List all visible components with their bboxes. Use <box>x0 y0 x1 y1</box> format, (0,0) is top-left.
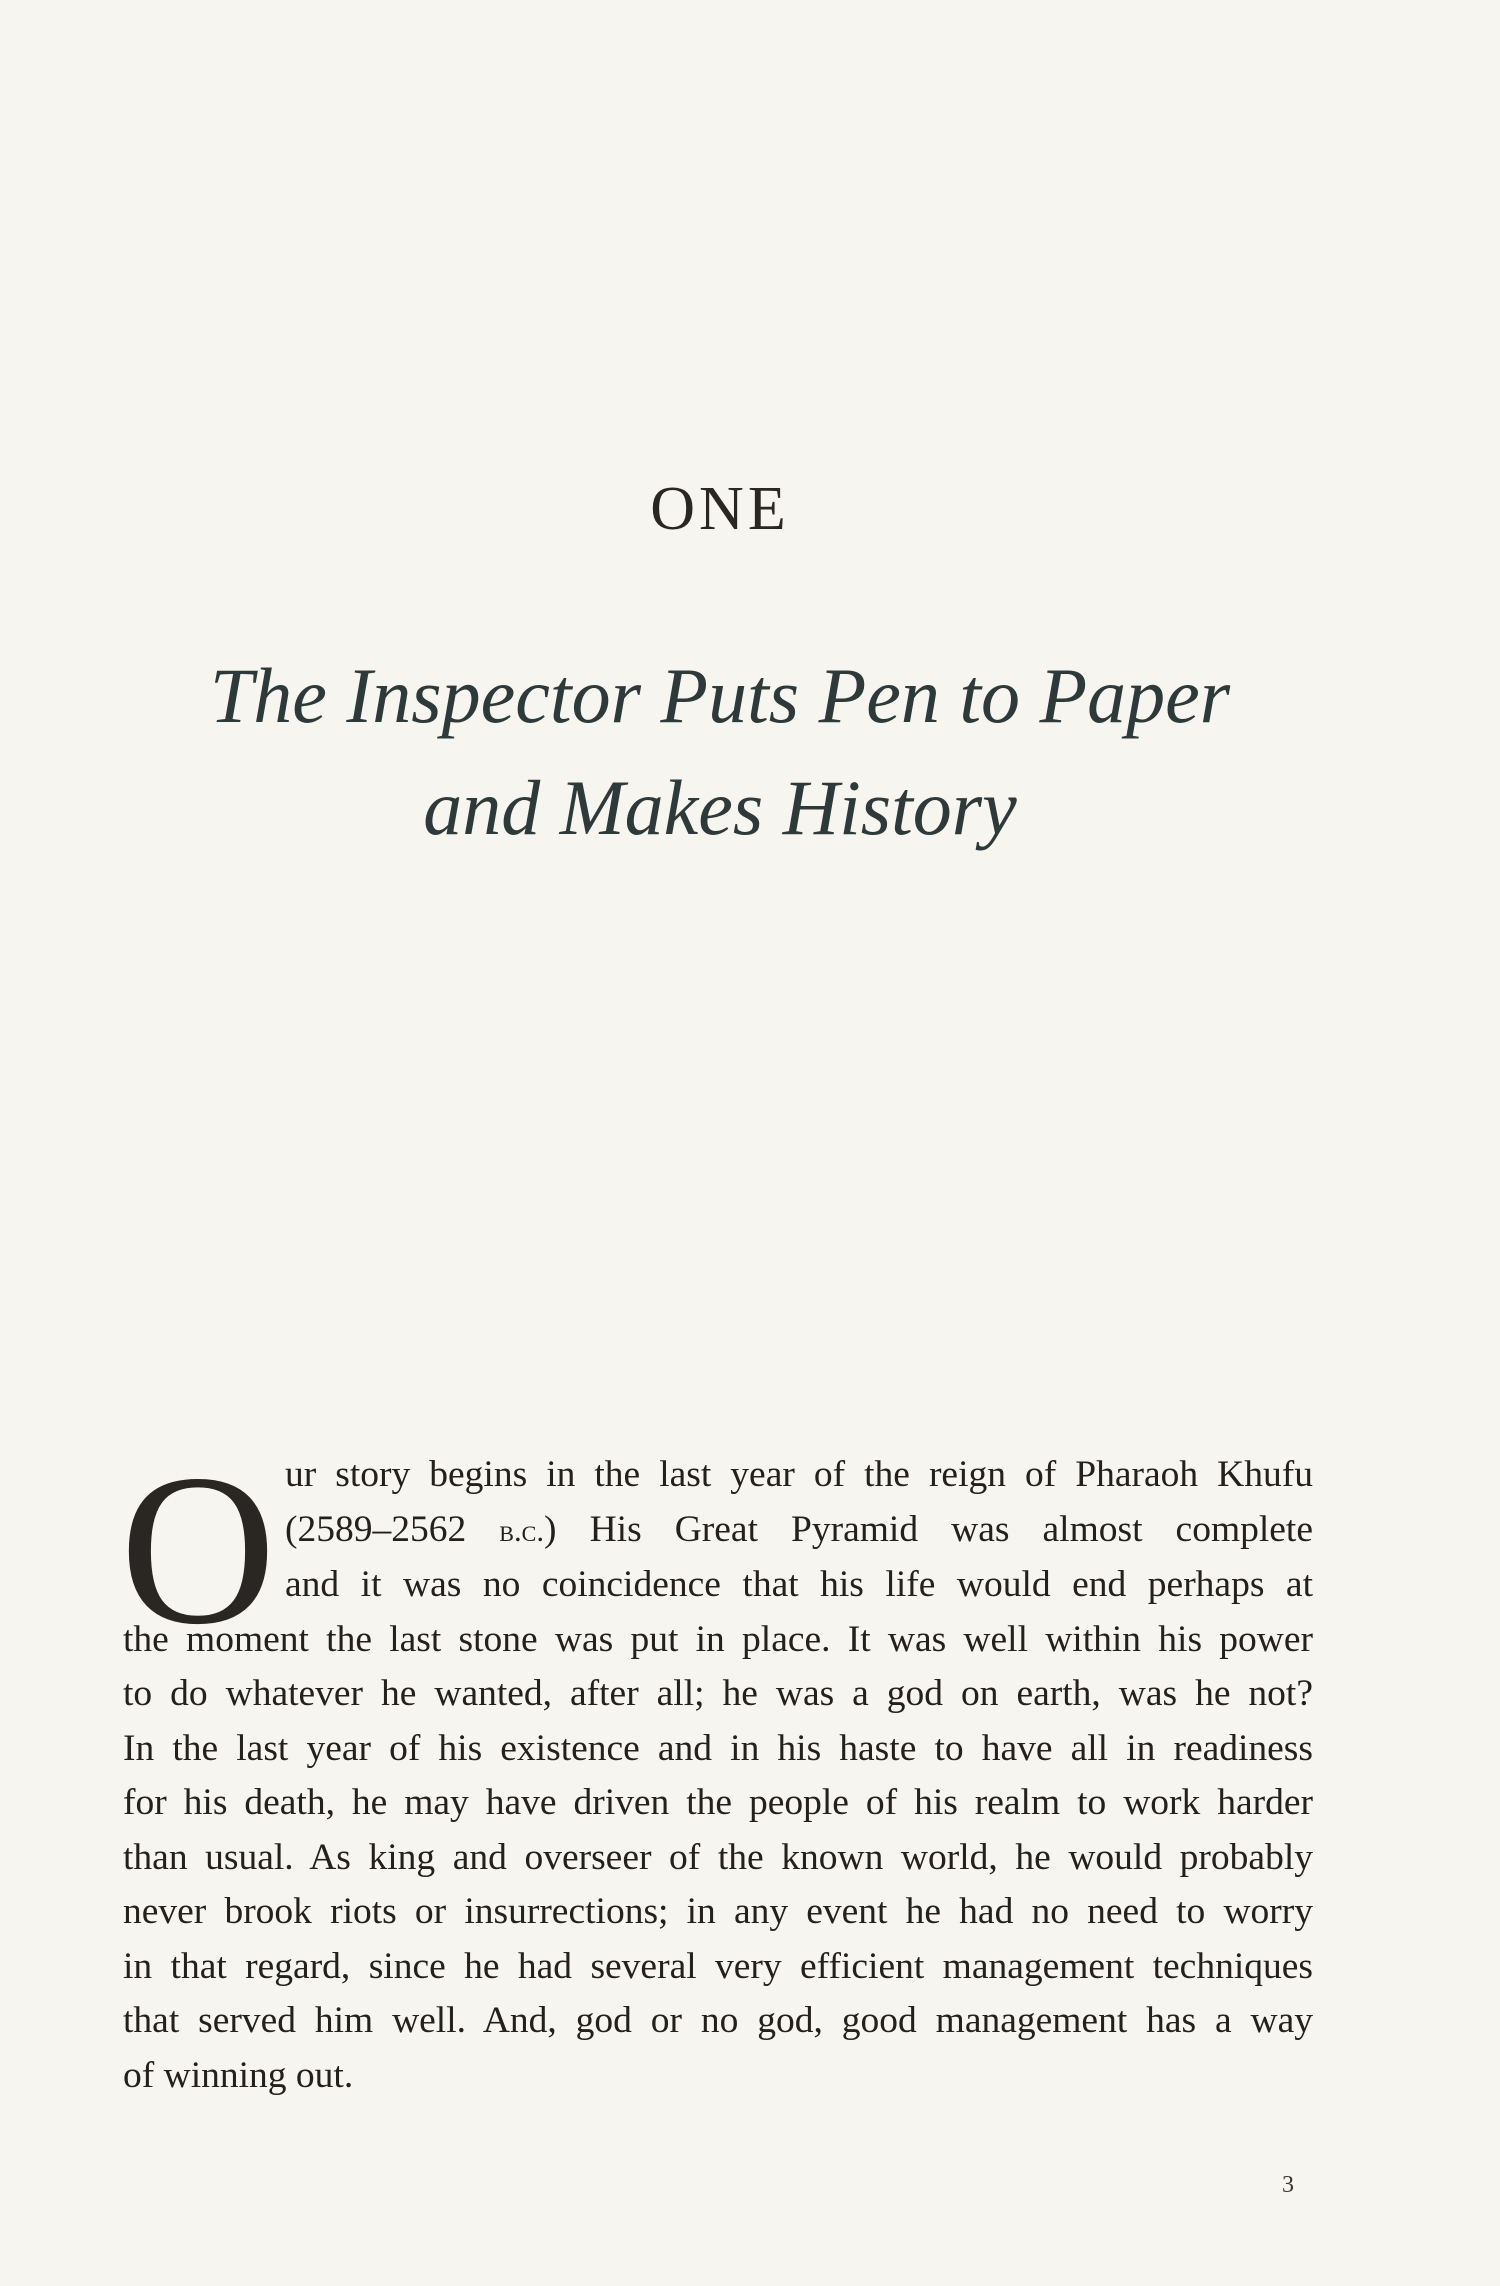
body-line: in that regard, since he had several very efficient management techniques <box>123 1945 1313 1987</box>
body-line: to do whatever he wanted, after all; he was a god on earth, was he not? <box>123 1673 1313 1714</box>
body-line: In the last year of his existence and in his haste to have all in readiness <box>123 1727 1313 1769</box>
body-line-text: ) His Great Pyramid was almost complete <box>544 1508 1313 1550</box>
body-line <box>285 1503 1313 1559</box>
body-line: never brook riots or insurrections; in any event he had no need to worry <box>123 1891 1313 1932</box>
body-line: for his death, he may have driven the people of his realm to work harder <box>123 1782 1313 1823</box>
body-line: of winning out. <box>123 2054 354 2096</box>
body-line: that served him well. And, god or no god, good management has a way <box>123 2000 1313 2041</box>
body-line: the moment the last stone was put in place. It was well within his power <box>123 1618 1313 1660</box>
chapter-title-line-1: The Inspector Puts Pen to Paper <box>209 652 1231 739</box>
body-line-text: (2589–2562 <box>285 1508 500 1550</box>
body-line: and it was no coincidence that his life would end perhaps at <box>285 1564 1313 1605</box>
body-paragraph <box>123 1448 1313 2103</box>
chapter-title-line-2: and Makes History <box>423 764 1017 851</box>
chapter-number: ONE <box>650 475 790 543</box>
drop-cap: O <box>120 1430 276 1669</box>
era-abbreviation: b.c. <box>499 1513 545 1548</box>
chapter-title <box>0 640 1440 864</box>
page-number: 3 <box>1282 2172 1294 2198</box>
body-line: ur story begins in the last year of the reign of Pharaoh Khufu <box>285 1454 1313 1495</box>
body-line: than usual. As king and overseer of the known world, he would probably <box>123 1836 1313 1878</box>
